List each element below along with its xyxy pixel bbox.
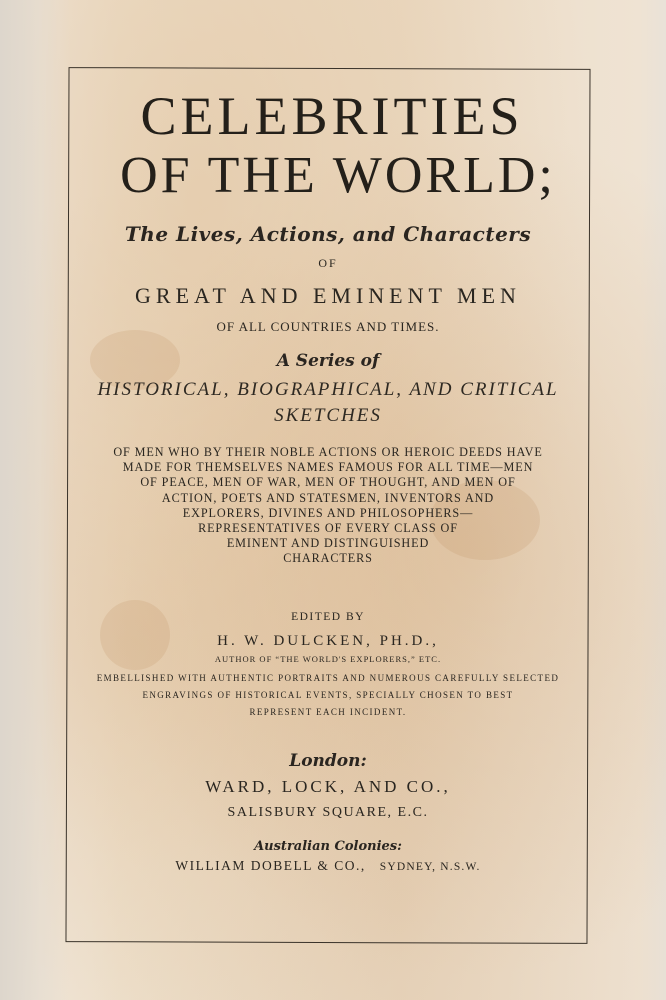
edited-by-label: EDITED BY [291,610,365,623]
australian-label: Australian Colonies: [254,838,402,854]
historical-line-1: HISTORICAL, BIOGRAPHICAL, AND CRITICAL [97,379,559,400]
description-line: CHARACTERS [283,551,373,566]
description-line: OF MEN WHO BY THEIR NOBLE ACTIONS OR HEROIC DEEDS HAVE [113,445,543,459]
countries-line: OF ALL COUNTRIES AND TIMES. [216,319,440,334]
publisher-address: SALISBURY SQUARE, E.C. [227,804,429,820]
great-men-heading: GREAT AND EMINENT MEN [135,283,521,308]
description-line: MADE FOR THEMSELVES NAMES FAMOUS FOR ALL TIME—MEN [122,460,534,475]
main-title-line-1: CELEBRITIES [140,86,524,146]
editor-name: H. W. DULCKEN, PH.D., [217,632,439,649]
description-paragraph [78,445,578,567]
sydney-location: SYDNEY, N.S.W. [379,860,481,873]
historical-line-2: SKETCHES [274,405,382,426]
book-gutter [0,0,70,1000]
description-line: OF PEACE, MEN OF WAR, MEN OF THOUGHT, AND MEN OF [140,475,516,490]
subtitle: The Lives, Actions, and Characters [124,222,532,246]
author-of-note: AUTHOR OF “THE WORLD'S EXPLORERS,” ETC. [214,653,442,664]
title-page-content [70,76,586,874]
description-line: REPRESENTATIVES OF EVERY CLASS OF [198,521,458,536]
dobell-name: WILLIAM DOBELL & CO., [175,857,366,873]
embellished-note [93,670,563,721]
london-label: London: [289,750,367,771]
series-label: A Series of [276,351,380,371]
description-line: ACTION, POETS AND STATESMEN, INVENTORS AND [161,490,495,505]
description-line: EXPLORERS, DIVINES AND PHILOSOPHERS— [182,505,474,520]
description-line: EMINENT AND DISTINGUISHED [226,536,430,551]
publisher-name: WARD, LOCK, AND CO., [205,776,451,796]
historical-heading [70,377,586,429]
embellished-line: EMBELLISHED WITH AUTHENTIC PORTRAITS AND NUMEROUS CAREFULLY SELECTED [96,672,560,683]
main-title-line-2: OF THE WORLD; [120,147,556,204]
embellished-line: ENGRAVINGS OF HISTORICAL EVENTS, SPECIALLY CHOSEN TO BEST [142,689,514,700]
australian-publisher [70,858,586,874]
of-label: OF [318,256,338,270]
embellished-line: REPRESENT EACH INCIDENT. [249,706,407,717]
